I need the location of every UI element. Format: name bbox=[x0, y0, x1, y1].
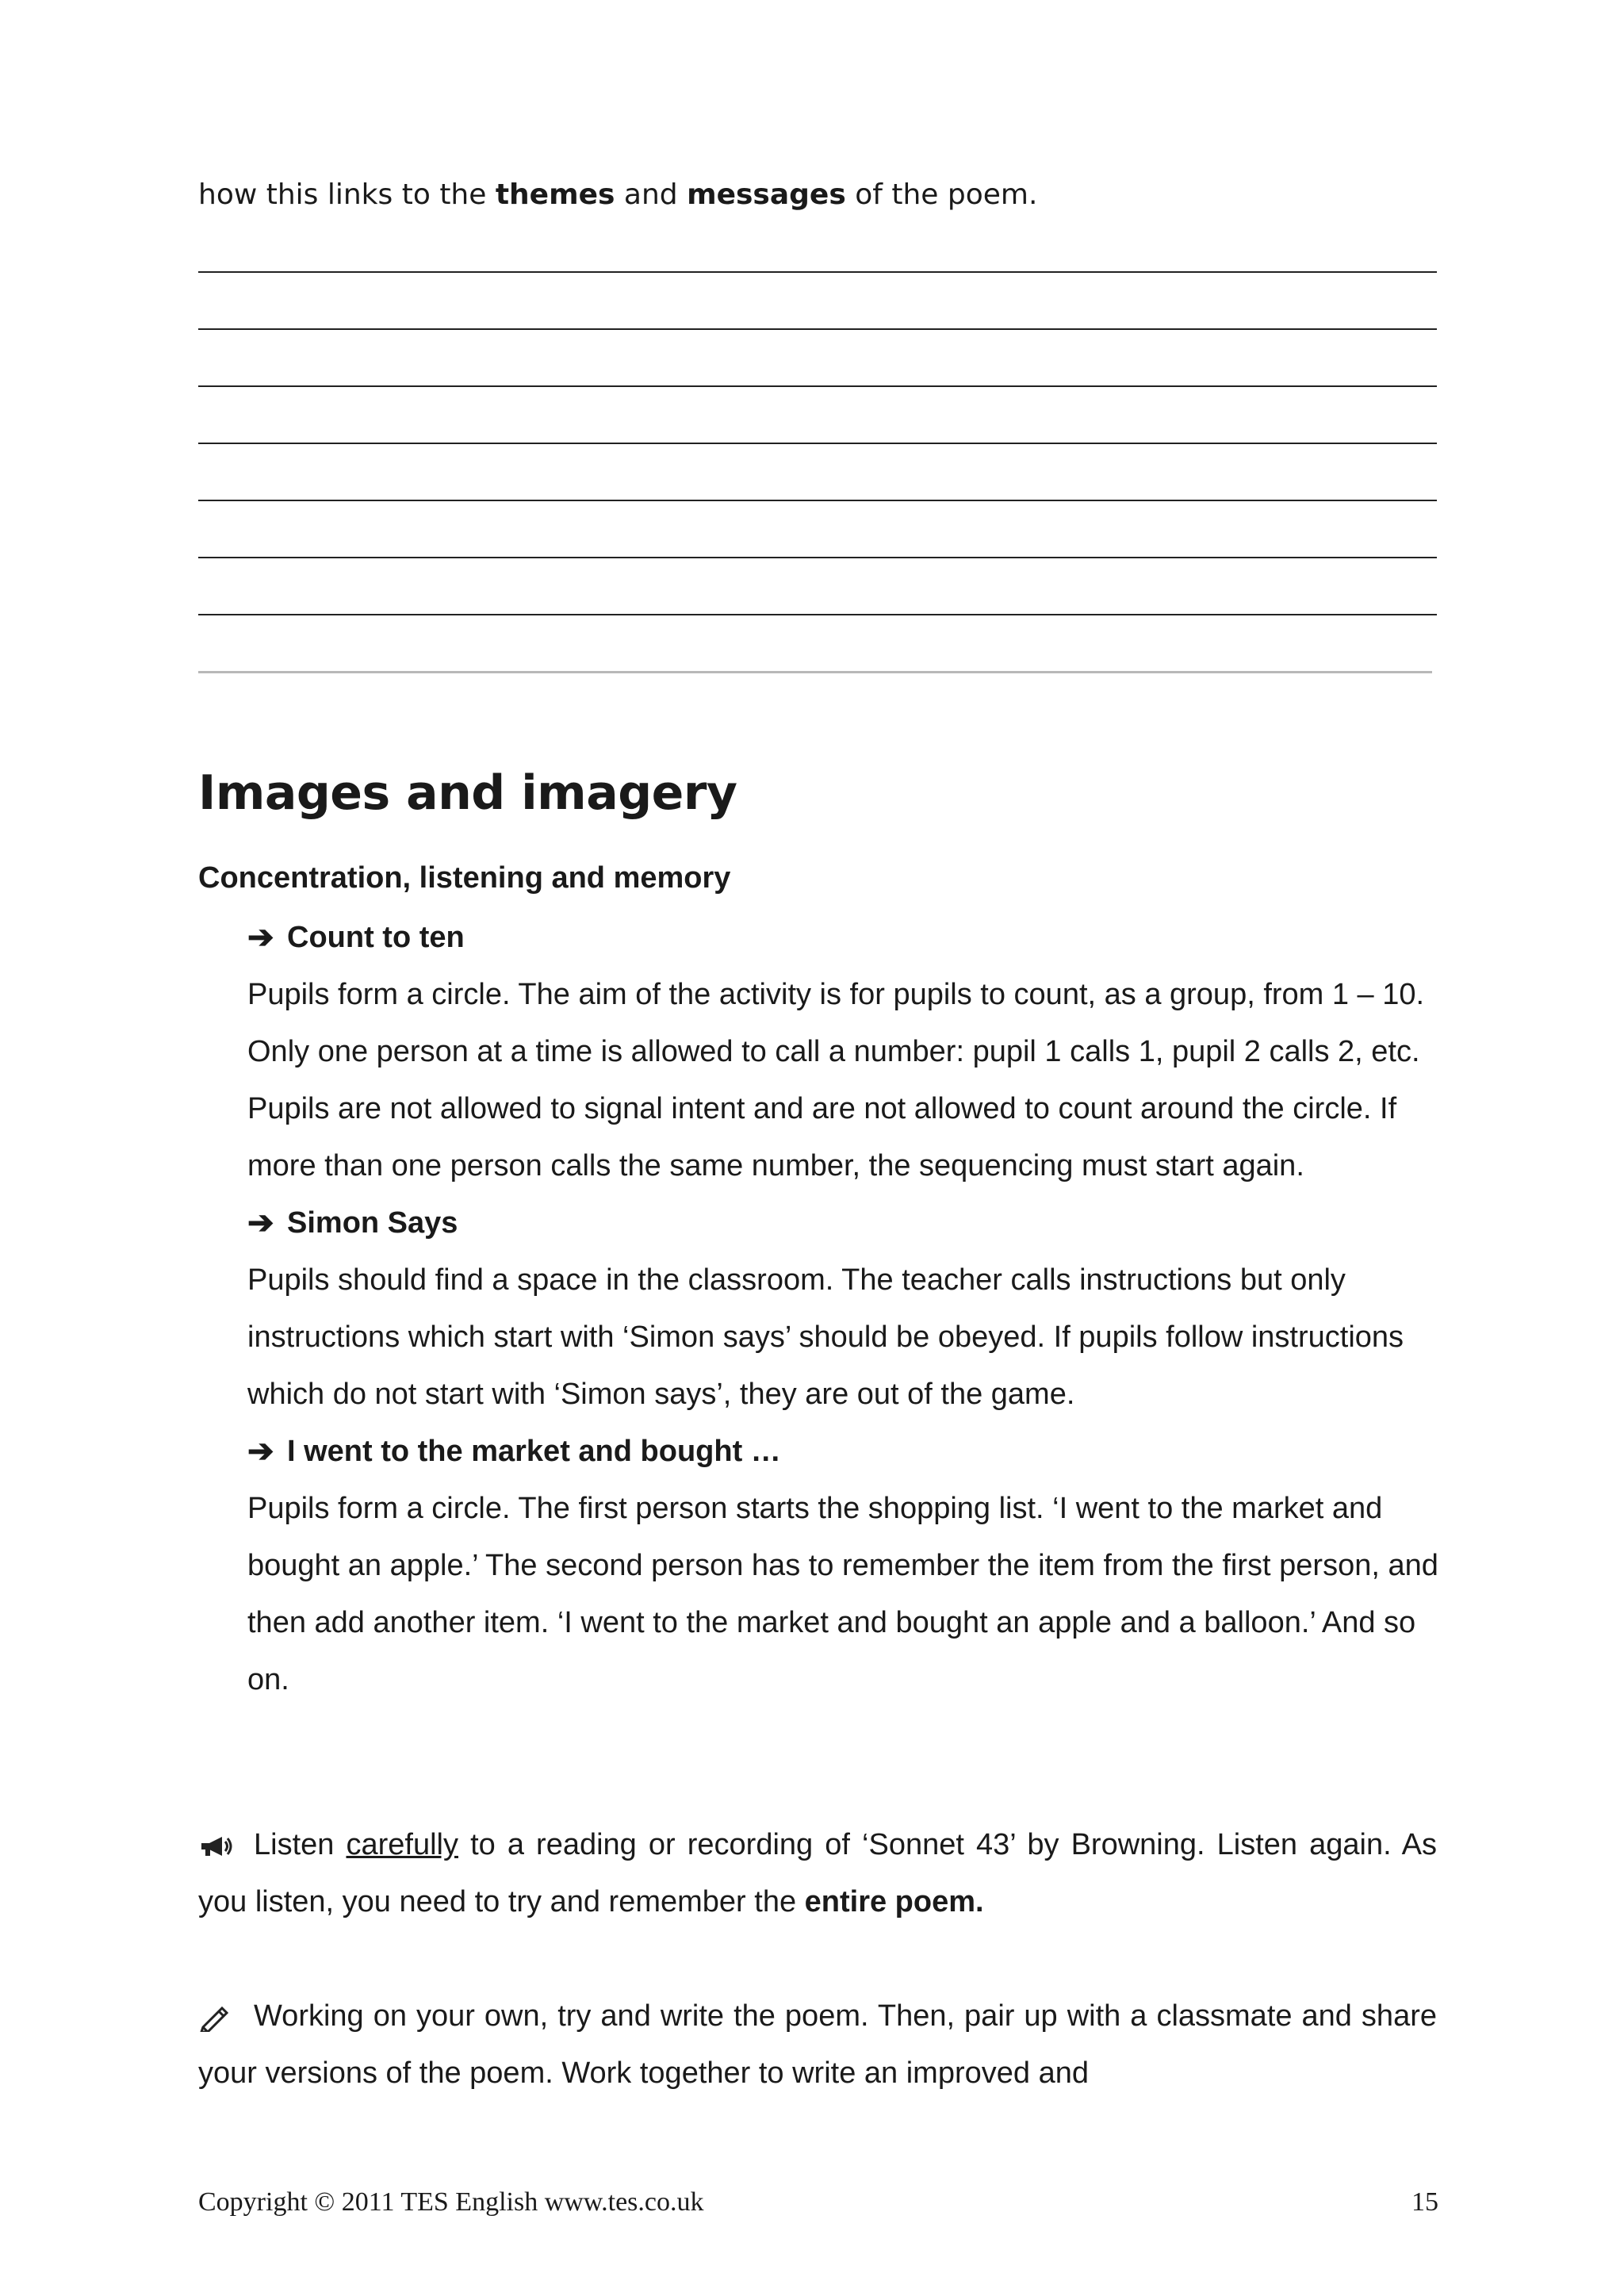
answer-line bbox=[198, 671, 1432, 673]
listen-instruction bbox=[198, 1816, 1437, 1930]
arrow-right-icon: ➔ bbox=[247, 920, 274, 955]
intro-text: how this links to the bbox=[198, 178, 496, 211]
footer-copyright: Copyright © 2011 TES English www.tes.co.uk bbox=[198, 2187, 704, 2217]
activity-description: Pupils form a circle. The first person starts the shopping list. ‘I went to the market and bought an apple.’ The second person has to remember the item from the first person, and then add another item. ‘I went to the market and bought an apple and a balloon.’ And so on. bbox=[247, 1492, 1438, 1696]
listen-text: Listen bbox=[254, 1828, 347, 1861]
activity-heading bbox=[247, 1194, 1453, 1251]
activity-list bbox=[247, 909, 1453, 1708]
activity-title: I went to the market and bought … bbox=[287, 1435, 781, 1468]
answer-line bbox=[198, 385, 1437, 387]
listen-emphasis: carefully bbox=[346, 1828, 458, 1861]
answer-line bbox=[198, 328, 1437, 330]
writing-instruction bbox=[198, 1987, 1437, 2102]
activity-title: Count to ten bbox=[287, 921, 465, 954]
activity-description: Pupils form a circle. The aim of the activity is for pupils to count, as a group, from 1 – 10. Only one person at a time is allowed to call a number: pupil 1 calls 1, pupil 2 calls 2, etc. Pupils are not allowed to signal intent and are not allowed to count around the circle. If more than one person calls the same number, the sequencing must start again. bbox=[247, 978, 1425, 1182]
answer-line bbox=[198, 443, 1437, 444]
intro-line bbox=[198, 176, 1037, 214]
intro-text: of the poem. bbox=[845, 178, 1038, 211]
intro-bold-themes: themes bbox=[495, 178, 615, 211]
answer-line bbox=[198, 614, 1437, 615]
answer-lines bbox=[198, 271, 1437, 729]
intro-text: and bbox=[615, 178, 688, 211]
activity-heading bbox=[247, 909, 1453, 966]
writing-text: Working on your own, try and write the poem. Then, pair up with a classmate and share your versions of the poem. Work together to write an improved and bbox=[198, 1999, 1437, 2090]
answer-line bbox=[198, 271, 1437, 273]
section-subheading: Concentration, listening and memory bbox=[198, 861, 731, 895]
pencil-icon bbox=[198, 2003, 254, 2032]
page-number: 15 bbox=[1411, 2187, 1438, 2217]
activity-title: Simon Says bbox=[287, 1206, 458, 1240]
arrow-right-icon: ➔ bbox=[247, 1434, 274, 1469]
answer-line bbox=[198, 557, 1437, 558]
listen-text: to a reading or recording of ‘Sonnet 43’ by Browning. Listen again. As you listen, you need to try and remember the bbox=[198, 1828, 1437, 1918]
answer-line bbox=[198, 500, 1437, 501]
arrow-right-icon: ➔ bbox=[247, 1205, 274, 1240]
listen-bold: entire poem. bbox=[804, 1885, 984, 1918]
activity-heading bbox=[247, 1423, 1453, 1480]
megaphone-icon bbox=[198, 1834, 254, 1858]
intro-bold-messages: messages bbox=[687, 178, 846, 211]
section-title: Images and imagery bbox=[198, 765, 737, 821]
activity-description: Pupils should find a space in the classroom. The teacher calls instructions but only instructions which start with ‘Simon says’ should be obeyed. If pupils follow instructions which do not start with ‘Simon says’, they are out of the game. bbox=[247, 1263, 1404, 1411]
